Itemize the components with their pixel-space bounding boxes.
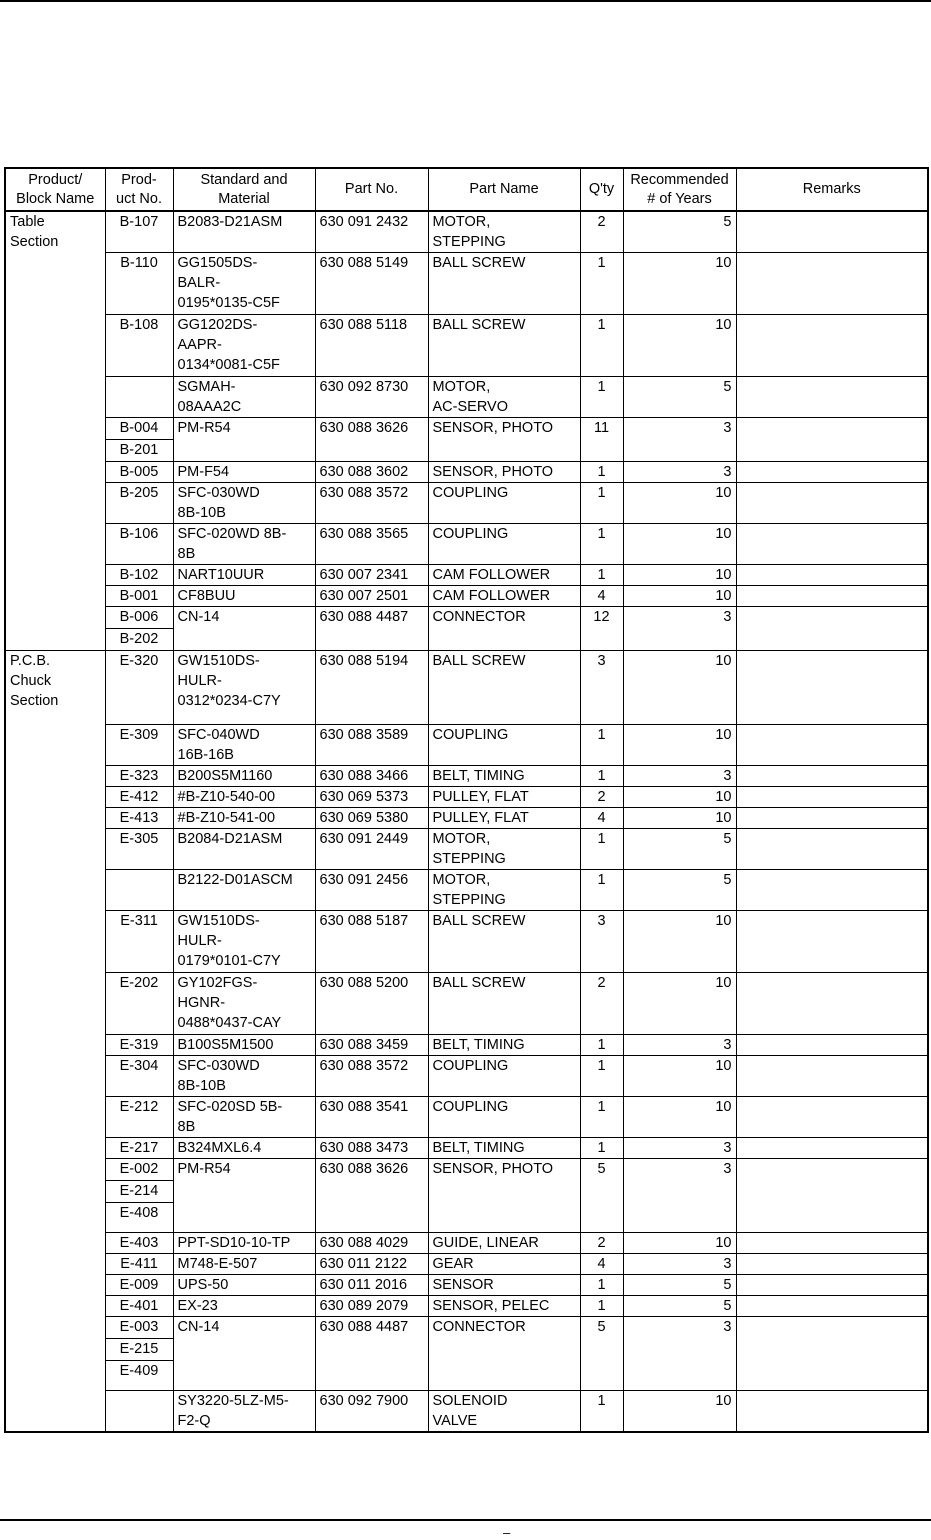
table-row [5,211,928,253]
quantity-cell: 3 [580,651,623,725]
part-no-cell: 630 088 3572 [315,483,428,524]
table-row [5,1391,928,1433]
quantity-cell: 1 [580,1275,623,1296]
product-no-cell: E-003 [105,1317,173,1339]
years-cell: 3 [623,462,736,483]
years-cell: 5 [623,377,736,418]
product-no-cell: E-214 [105,1181,173,1203]
part-name-cell: SENSOR, PHOTO [428,462,580,483]
standard-material-cell: M748-E-507 [173,1254,315,1275]
part-no-cell: 630 088 4487 [315,607,428,651]
part-name-cell: MOTOR, STEPPING [428,211,580,253]
table-row [5,911,928,973]
part-name-cell: BALL SCREW [428,253,580,315]
remarks-cell [736,1391,928,1433]
part-name-cell: SENSOR, PELEC [428,1296,580,1317]
part-no-cell: 630 091 2456 [315,870,428,911]
part-name-cell: COUPLING [428,1097,580,1138]
table-row [5,787,928,808]
part-name-cell: COUPLING [428,725,580,766]
years-cell: 3 [623,766,736,787]
product-no-cell: E-212 [105,1097,173,1138]
part-name-cell: SOLENOID VALVE [428,1391,580,1433]
product-no-cell [105,870,173,911]
part-no-cell: 630 007 2501 [315,586,428,607]
standard-material-cell: GG1202DS- AAPR- 0134*0081-C5F [173,315,315,377]
part-no-cell: 630 088 3572 [315,1056,428,1097]
table-row [5,524,928,565]
years-cell: 3 [623,1035,736,1056]
standard-material-cell: UPS-50 [173,1275,315,1296]
remarks-cell [736,787,928,808]
part-name-cell: COUPLING [428,1056,580,1097]
years-cell: 3 [623,1138,736,1159]
remarks-cell [736,1233,928,1254]
quantity-cell: 1 [580,483,623,524]
part-no-cell: 630 088 3473 [315,1138,428,1159]
standard-material-cell: SFC-020SD 5B- 8B [173,1097,315,1138]
part-no-cell: 630 088 5149 [315,253,428,315]
column-header: Remarks [736,168,928,211]
remarks-cell [736,911,928,973]
years-cell: 3 [623,607,736,651]
remarks-cell [736,1138,928,1159]
part-name-cell: MOTOR, AC-SERVO [428,377,580,418]
remarks-cell [736,462,928,483]
part-no-cell: 630 088 3626 [315,418,428,462]
standard-material-cell: B100S5M1500 [173,1035,315,1056]
quantity-cell: 2 [580,787,623,808]
years-cell: 10 [623,1391,736,1433]
product-no-cell: B-106 [105,524,173,565]
standard-material-cell: B2083-D21ASM [173,211,315,253]
standard-material-cell: CF8BUU [173,586,315,607]
quantity-cell: 1 [580,524,623,565]
product-no-cell: E-002 [105,1159,173,1181]
table-row [5,418,928,440]
standard-material-cell: PM-R54 [173,418,315,462]
standard-material-cell: CN-14 [173,1317,315,1391]
quantity-cell: 5 [580,1159,623,1233]
product-no-cell: B-102 [105,565,173,586]
remarks-cell [736,1317,928,1391]
part-no-cell: 630 088 5194 [315,651,428,725]
product-no-cell: B-202 [105,629,173,651]
remarks-cell [736,315,928,377]
remarks-cell [736,1275,928,1296]
part-name-cell: CAM FOLLOWER [428,565,580,586]
standard-material-cell: PM-R54 [173,1159,315,1233]
quantity-cell: 1 [580,1296,623,1317]
table-row [5,1275,928,1296]
product-no-cell: B-107 [105,211,173,253]
remarks-cell [736,377,928,418]
remarks-cell [736,651,928,725]
years-cell: 10 [623,524,736,565]
years-cell: 5 [623,211,736,253]
table-row [5,1138,928,1159]
quantity-cell: 1 [580,725,623,766]
standard-material-cell: NART10UUR [173,565,315,586]
part-no-cell: 630 088 5200 [315,973,428,1035]
column-header: Product/ Block Name [5,168,105,211]
quantity-cell: 1 [580,1138,623,1159]
standard-material-cell: SFC-030WD 8B-10B [173,1056,315,1097]
part-name-cell: PULLEY, FLAT [428,787,580,808]
part-no-cell: 630 011 2122 [315,1254,428,1275]
top-rule [0,0,931,2]
product-no-cell: E-408 [105,1203,173,1233]
product-no-cell: E-009 [105,1275,173,1296]
part-name-cell: COUPLING [428,524,580,565]
product-no-cell: B-001 [105,586,173,607]
remarks-cell [736,725,928,766]
column-header: Part No. [315,168,428,211]
block-name-cell: Table Section [5,211,105,651]
part-name-cell: SENSOR, PHOTO [428,1159,580,1233]
table-row [5,973,928,1035]
years-cell: 5 [623,1275,736,1296]
table-row [5,1233,928,1254]
remarks-cell [736,253,928,315]
part-no-cell: 630 092 7900 [315,1391,428,1433]
column-header: Prod- uct No. [105,168,173,211]
standard-material-cell: #B-Z10-540-00 [173,787,315,808]
product-no-cell [105,1391,173,1433]
product-no-cell: B-006 [105,607,173,629]
table-row [5,607,928,629]
part-no-cell: 630 011 2016 [315,1275,428,1296]
part-name-cell: BELT, TIMING [428,1035,580,1056]
product-no-cell: E-323 [105,766,173,787]
part-name-cell: BALL SCREW [428,973,580,1035]
remarks-cell [736,586,928,607]
years-cell: 3 [623,1317,736,1391]
part-name-cell: MOTOR, STEPPING [428,829,580,870]
quantity-cell: 4 [580,1254,623,1275]
standard-material-cell: B200S5M1160 [173,766,315,787]
part-name-cell: SENSOR [428,1275,580,1296]
standard-material-cell: EX-23 [173,1296,315,1317]
table-row [5,1254,928,1275]
product-no-cell: E-409 [105,1361,173,1391]
years-cell: 10 [623,253,736,315]
quantity-cell: 1 [580,1391,623,1433]
part-no-cell: 630 007 2341 [315,565,428,586]
table-row [5,808,928,829]
years-cell: 3 [623,1159,736,1233]
years-cell: 5 [623,829,736,870]
column-header: Part Name [428,168,580,211]
product-no-cell: E-202 [105,973,173,1035]
part-no-cell: 630 088 5187 [315,911,428,973]
product-no-cell: E-411 [105,1254,173,1275]
part-name-cell: GUIDE, LINEAR [428,1233,580,1254]
product-no-cell: B-005 [105,462,173,483]
standard-material-cell: SGMAH- 08AAA2C [173,377,315,418]
part-no-cell: 630 091 2449 [315,829,428,870]
standard-material-cell: PPT-SD10-10-TP [173,1233,315,1254]
page-mark: – [503,1525,511,1540]
part-no-cell: 630 088 4029 [315,1233,428,1254]
years-cell: 3 [623,418,736,462]
quantity-cell: 1 [580,829,623,870]
quantity-cell: 1 [580,315,623,377]
standard-material-cell: GW1510DS- HULR- 0179*0101-C7Y [173,911,315,973]
standard-material-cell: SFC-040WD 16B-16B [173,725,315,766]
product-no-cell: B-004 [105,418,173,440]
remarks-cell [736,808,928,829]
product-no-cell: E-311 [105,911,173,973]
remarks-cell [736,1035,928,1056]
product-no-cell: E-304 [105,1056,173,1097]
years-cell: 3 [623,1254,736,1275]
remarks-cell [736,973,928,1035]
product-no-cell [105,377,173,418]
table-row [5,462,928,483]
remarks-cell [736,565,928,586]
part-no-cell: 630 069 5373 [315,787,428,808]
table-row [5,766,928,787]
remarks-cell [736,1056,928,1097]
remarks-cell [736,1296,928,1317]
remarks-cell [736,829,928,870]
remarks-cell [736,870,928,911]
years-cell: 5 [623,1296,736,1317]
quantity-cell: 12 [580,607,623,651]
table-row [5,725,928,766]
years-cell: 10 [623,315,736,377]
part-no-cell: 630 088 3602 [315,462,428,483]
part-name-cell: BELT, TIMING [428,766,580,787]
part-name-cell: CONNECTOR [428,1317,580,1391]
quantity-cell: 1 [580,377,623,418]
quantity-cell: 1 [580,1035,623,1056]
column-header: Q'ty [580,168,623,211]
part-name-cell: GEAR [428,1254,580,1275]
part-name-cell: SENSOR, PHOTO [428,418,580,462]
product-no-cell: E-413 [105,808,173,829]
part-no-cell: 630 088 3459 [315,1035,428,1056]
product-no-cell: B-108 [105,315,173,377]
remarks-cell [736,1097,928,1138]
part-no-cell: 630 088 5118 [315,315,428,377]
parts-table [4,167,929,1433]
quantity-cell: 1 [580,1056,623,1097]
years-cell: 5 [623,870,736,911]
table-row [5,1159,928,1181]
remarks-cell [736,1254,928,1275]
table-row [5,1056,928,1097]
years-cell: 10 [623,651,736,725]
part-no-cell: 630 088 3626 [315,1159,428,1233]
product-no-cell: E-215 [105,1339,173,1361]
standard-material-cell: B2084-D21ASM [173,829,315,870]
quantity-cell: 11 [580,418,623,462]
remarks-cell [736,211,928,253]
table-row [5,829,928,870]
quantity-cell: 2 [580,973,623,1035]
table-row [5,377,928,418]
quantity-cell: 2 [580,211,623,253]
standard-material-cell: PM-F54 [173,462,315,483]
years-cell: 10 [623,586,736,607]
part-no-cell: 630 088 3589 [315,725,428,766]
quantity-cell: 2 [580,1233,623,1254]
product-no-cell: E-309 [105,725,173,766]
table-row [5,483,928,524]
part-no-cell: 630 088 3466 [315,766,428,787]
part-no-cell: 630 088 4487 [315,1317,428,1391]
years-cell: 10 [623,565,736,586]
remarks-cell [736,607,928,651]
years-cell: 10 [623,911,736,973]
product-no-cell: B-205 [105,483,173,524]
product-no-cell: E-217 [105,1138,173,1159]
product-no-cell: E-403 [105,1233,173,1254]
table-row [5,1296,928,1317]
years-cell: 10 [623,1233,736,1254]
column-header: Standard and Material [173,168,315,211]
table-row [5,1035,928,1056]
part-name-cell: BALL SCREW [428,651,580,725]
part-name-cell: BELT, TIMING [428,1138,580,1159]
product-no-cell: E-412 [105,787,173,808]
product-no-cell: B-201 [105,440,173,462]
years-cell: 10 [623,1056,736,1097]
part-no-cell: 630 088 3541 [315,1097,428,1138]
standard-material-cell: B2122-D01ASCM [173,870,315,911]
standard-material-cell: GY102FGS- HGNR- 0488*0437-CAY [173,973,315,1035]
standard-material-cell: CN-14 [173,607,315,651]
years-cell: 10 [623,725,736,766]
part-name-cell: CAM FOLLOWER [428,586,580,607]
part-name-cell: BALL SCREW [428,911,580,973]
standard-material-cell: B324MXL6.4 [173,1138,315,1159]
remarks-cell [736,766,928,787]
table-row [5,315,928,377]
table-body [5,211,928,1432]
standard-material-cell: GW1510DS- HULR- 0312*0234-C7Y [173,651,315,725]
part-name-cell: CONNECTOR [428,607,580,651]
part-name-cell: BALL SCREW [428,315,580,377]
remarks-cell [736,483,928,524]
remarks-cell [736,1159,928,1233]
part-no-cell: 630 088 3565 [315,524,428,565]
part-no-cell: 630 092 8730 [315,377,428,418]
years-cell: 10 [623,787,736,808]
part-no-cell: 630 091 2432 [315,211,428,253]
years-cell: 10 [623,483,736,524]
table-row [5,253,928,315]
years-cell: 10 [623,808,736,829]
quantity-cell: 1 [580,870,623,911]
table-row [5,1097,928,1138]
table-row [5,1317,928,1339]
product-no-cell: E-305 [105,829,173,870]
product-no-cell: E-320 [105,651,173,725]
product-no-cell: B-110 [105,253,173,315]
standard-material-cell: SFC-030WD 8B-10B [173,483,315,524]
remarks-cell [736,524,928,565]
part-name-cell: COUPLING [428,483,580,524]
years-cell: 10 [623,973,736,1035]
part-no-cell: 630 089 2079 [315,1296,428,1317]
quantity-cell: 4 [580,586,623,607]
quantity-cell: 1 [580,766,623,787]
quantity-cell: 4 [580,808,623,829]
bottom-rule [0,1519,931,1521]
quantity-cell: 1 [580,565,623,586]
product-no-cell: E-401 [105,1296,173,1317]
years-cell: 10 [623,1097,736,1138]
product-no-cell: E-319 [105,1035,173,1056]
quantity-cell: 1 [580,253,623,315]
table-row [5,565,928,586]
quantity-cell: 3 [580,911,623,973]
table-row [5,586,928,607]
remarks-cell [736,418,928,462]
standard-material-cell: #B-Z10-541-00 [173,808,315,829]
part-no-cell: 630 069 5380 [315,808,428,829]
part-name-cell: MOTOR, STEPPING [428,870,580,911]
quantity-cell: 1 [580,462,623,483]
quantity-cell: 1 [580,1097,623,1138]
header-row [5,168,928,211]
table-row [5,870,928,911]
quantity-cell: 5 [580,1317,623,1391]
standard-material-cell: SFC-020WD 8B- 8B [173,524,315,565]
table-row [5,651,928,725]
standard-material-cell: GG1505DS- BALR- 0195*0135-C5F [173,253,315,315]
standard-material-cell: SY3220-5LZ-M5- F2-Q [173,1391,315,1433]
column-header: Recommended # of Years [623,168,736,211]
block-name-cell: P.C.B. Chuck Section [5,651,105,1433]
part-name-cell: PULLEY, FLAT [428,808,580,829]
